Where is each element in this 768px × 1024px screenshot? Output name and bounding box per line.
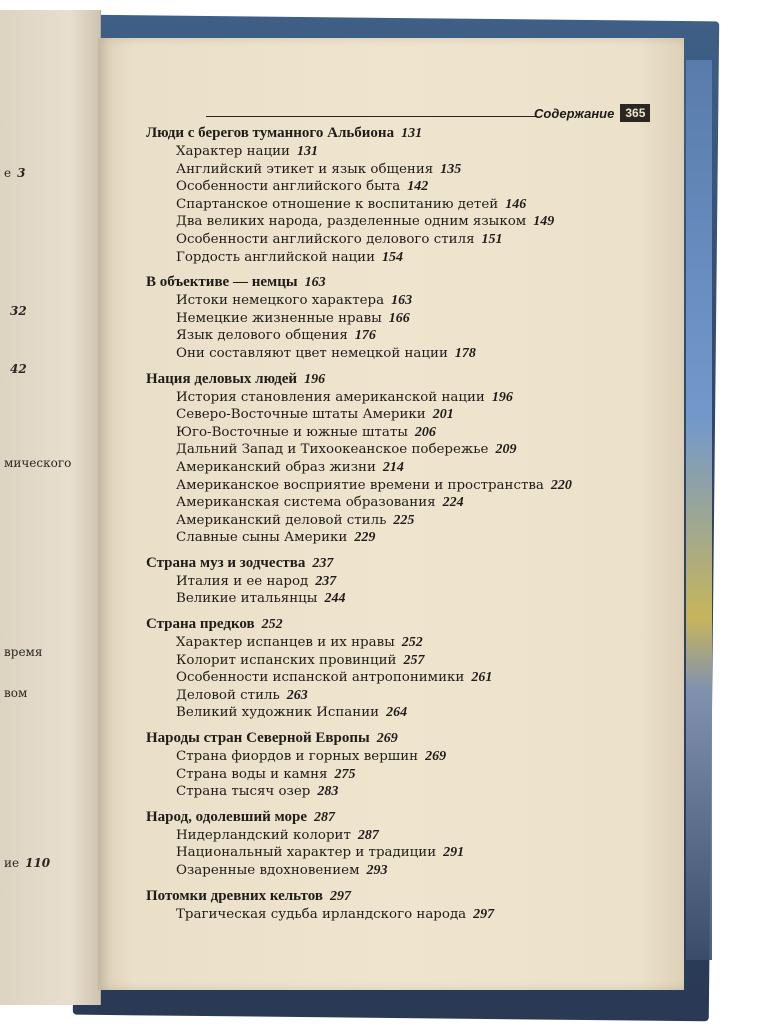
entry-title: Особенности испанской антропонимики	[176, 670, 465, 686]
section-heading	[146, 124, 666, 143]
entry-title: Гордость английской нации	[176, 249, 376, 265]
toc-entry	[146, 327, 666, 345]
toc-entry	[146, 231, 666, 249]
cover-art-edge	[686, 60, 712, 960]
section-page-number: 269	[376, 731, 398, 747]
toc-entry	[146, 196, 666, 214]
left-page-fragment	[4, 362, 27, 376]
entry-title: Немецкие жизненные нравы	[176, 310, 382, 326]
entry-title: Юго-Восточные и южные штаты	[176, 424, 408, 440]
left-page-fragment	[4, 856, 50, 870]
toc-entry	[146, 687, 666, 705]
entry-title: Национальный характер и традиции	[176, 845, 437, 861]
left-page-fragment	[4, 456, 77, 470]
entry-page-number: 264	[386, 705, 408, 721]
entry-title: Американская система образования	[176, 495, 436, 511]
section-title-text: Люди с берегов туманного Альбиона	[146, 125, 395, 141]
toc-entry	[146, 634, 666, 652]
entry-page-number: 166	[388, 310, 410, 326]
toc-entry	[146, 862, 666, 880]
toc-entry	[146, 766, 666, 784]
toc-entry	[146, 669, 666, 687]
header-rule	[206, 116, 536, 117]
toc-entry	[146, 459, 666, 477]
entry-title: Деловой стиль	[176, 687, 280, 703]
toc-entry	[146, 178, 666, 196]
entry-page-number: 151	[481, 231, 503, 247]
entry-page-number: 225	[393, 512, 415, 528]
entry-title: Они составляют цвет немецкой нации	[176, 345, 448, 361]
fragment-text: время	[4, 645, 43, 659]
toc-entry	[146, 652, 666, 670]
entry-title: Дальний Запад и Тихоокеанское побережье	[176, 442, 489, 458]
toc-entry	[146, 345, 666, 363]
entry-title: Нидерландский колорит	[176, 827, 351, 843]
section-heading	[146, 729, 666, 748]
toc-entry	[146, 906, 666, 924]
entry-page-number: 142	[407, 179, 429, 195]
entry-page-number: 149	[533, 214, 555, 230]
toc-entry	[146, 512, 666, 530]
section-title-text: Народы стран Северной Европы	[146, 730, 370, 747]
section-title-text: Потомки древних кельтов	[146, 887, 323, 904]
toc-entry	[146, 161, 666, 179]
section-title-text: Страна предков	[146, 616, 255, 633]
entry-title: Американский образ жизни	[176, 459, 376, 475]
entry-page-number: 206	[414, 424, 436, 440]
entry-title: Истоки немецкого характера	[176, 293, 385, 309]
toc-section	[146, 729, 666, 801]
entry-page-number: 287	[357, 827, 379, 843]
fragment-text: мического	[4, 456, 72, 470]
entry-title: Два великих народа, разделенные одним языком	[176, 214, 527, 230]
entry-page-number: 176	[354, 328, 376, 344]
section-page-number: 297	[329, 888, 351, 904]
toc-entry	[146, 143, 666, 161]
section-heading	[146, 808, 666, 827]
section-heading	[146, 554, 666, 573]
left-page-fragment	[4, 166, 25, 180]
entry-page-number: 252	[401, 635, 423, 651]
entry-title: Характер нации	[176, 144, 290, 159]
section-heading	[146, 887, 666, 906]
left-page	[0, 10, 101, 1005]
left-page-fragment	[4, 645, 48, 659]
entry-title: Озаренные вдохновением	[176, 863, 360, 878]
section-heading	[146, 370, 666, 389]
section-title-text: Народ, одолевший море	[146, 808, 308, 825]
running-header-title: Содержание	[534, 105, 615, 121]
entry-page-number: 178	[454, 345, 476, 361]
toc-section	[146, 887, 666, 924]
section-heading	[146, 273, 666, 292]
entry-page-number: 163	[391, 293, 413, 309]
entry-page-number: 131	[296, 144, 318, 159]
toc-section	[146, 273, 666, 362]
entry-title: Страна воды и камня	[176, 766, 328, 782]
toc-entry	[146, 827, 666, 845]
toc-entry	[146, 704, 666, 722]
entry-page-number: 220	[550, 477, 572, 493]
entry-title: Особенности английского быта	[176, 179, 401, 195]
toc-entry	[146, 213, 666, 231]
entry-title: Великие итальянцы	[176, 591, 318, 607]
fragment-text: е	[4, 166, 12, 180]
entry-title: Страна фиордов и горных вершин	[176, 749, 419, 765]
fragment-text: вом	[4, 686, 28, 700]
entry-title: Особенности английского делового стиля	[176, 231, 475, 247]
left-page-fragment	[4, 304, 27, 318]
fragment-page-number: 110	[25, 856, 51, 870]
entry-page-number: 283	[317, 784, 339, 800]
entry-title: Американское восприятие времени и пространства	[176, 477, 544, 493]
running-header	[534, 102, 650, 124]
toc-section	[146, 370, 666, 547]
entry-page-number: 263	[286, 687, 308, 703]
toc-section	[146, 615, 666, 722]
entry-title: Колорит испанских провинций	[176, 652, 397, 668]
toc-entry	[146, 529, 666, 547]
section-page-number: 196	[304, 371, 326, 387]
toc-entry	[146, 590, 666, 608]
entry-page-number: 154	[382, 249, 404, 265]
page-number: 365	[620, 104, 650, 122]
toc-section	[146, 808, 666, 880]
entry-title: Великий художник Испании	[176, 705, 380, 721]
entry-title: История становления американской нации	[176, 389, 485, 405]
toc-entry	[146, 292, 666, 310]
toc-section	[146, 554, 666, 608]
section-page-number: 237	[312, 555, 334, 571]
entry-page-number: 224	[442, 495, 464, 511]
fragment-page-number: 42	[10, 362, 27, 376]
toc-entry	[146, 844, 666, 862]
entry-page-number: 196	[491, 389, 513, 405]
entry-page-number: 297	[473, 906, 495, 922]
entry-page-number: 146	[505, 196, 527, 212]
entry-page-number: 201	[432, 407, 454, 423]
toc-entry	[146, 406, 666, 424]
entry-title: Страна тысяч озер	[176, 784, 311, 800]
toc-entry	[146, 389, 666, 407]
entry-page-number: 214	[382, 459, 404, 475]
entry-page-number: 229	[354, 530, 376, 546]
section-page-number: 163	[304, 275, 326, 291]
section-title-text: В объективе — немцы	[146, 274, 298, 291]
section-page-number: 287	[314, 809, 336, 825]
toc-entry	[146, 441, 666, 459]
entry-page-number: 261	[471, 670, 493, 686]
entry-page-number: 275	[334, 766, 356, 782]
left-page-fragment	[4, 686, 33, 700]
entry-page-number: 291	[443, 845, 465, 861]
entry-page-number: 269	[425, 749, 447, 765]
section-page-number: 131	[401, 126, 423, 141]
toc-entry	[146, 783, 666, 801]
toc-section	[146, 124, 666, 266]
entry-page-number: 209	[495, 442, 517, 458]
fragment-page-number: 3	[17, 166, 26, 180]
entry-title: Северо-Восточные штаты Америки	[176, 407, 426, 423]
fragment-text: ие	[4, 856, 20, 870]
section-title-text: Нация деловых людей	[146, 370, 298, 387]
entry-page-number: 237	[315, 573, 337, 589]
entry-title: Американский деловой стиль	[176, 512, 387, 528]
entry-title: Спартанское отношение к воспитанию детей	[176, 196, 499, 212]
entry-title: Английский этикет и язык общения	[176, 161, 434, 177]
toc-entry	[146, 424, 666, 442]
entry-title: Характер испанцев и их нравы	[176, 635, 395, 651]
entry-page-number: 257	[403, 652, 425, 668]
entry-page-number: 135	[440, 161, 462, 177]
entry-page-number: 244	[324, 591, 346, 607]
entry-title: Италия и ее народ	[176, 573, 309, 589]
toc-entry	[146, 477, 666, 495]
section-page-number: 252	[261, 617, 283, 633]
table-of-contents	[146, 124, 666, 930]
toc-entry	[146, 310, 666, 328]
toc-entry	[146, 573, 666, 591]
toc-entry	[146, 249, 666, 267]
entry-title: Трагическая судьба ирландского народа	[176, 906, 467, 922]
fragment-page-number: 32	[10, 304, 27, 318]
toc-entry	[146, 494, 666, 512]
section-heading	[146, 615, 666, 634]
entry-title: Язык делового общения	[176, 328, 348, 344]
entry-page-number: 293	[366, 863, 388, 878]
entry-title: Славные сыны Америки	[176, 530, 348, 546]
toc-entry	[146, 748, 666, 766]
section-title-text: Страна муз и зодчества	[146, 554, 306, 571]
